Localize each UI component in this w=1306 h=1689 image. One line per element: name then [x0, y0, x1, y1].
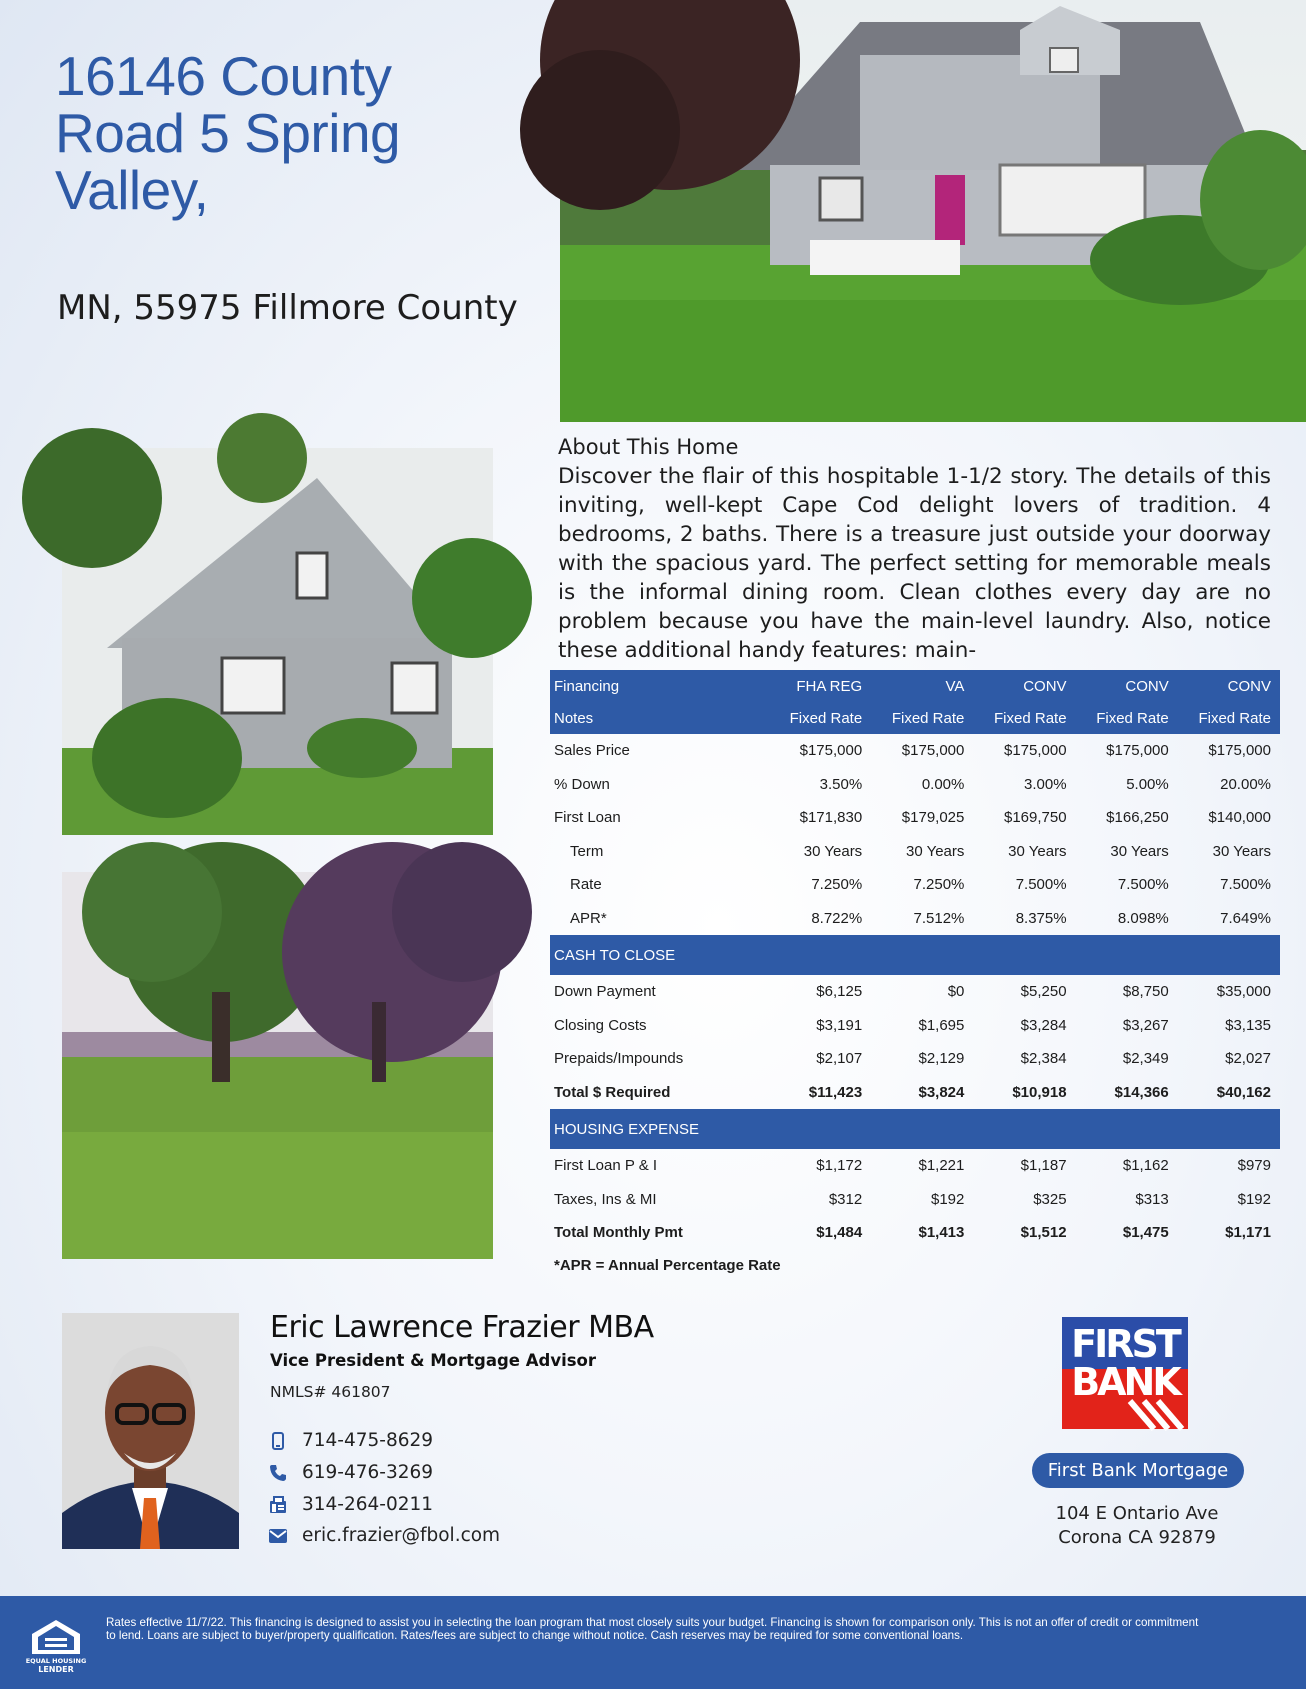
cash-to-close-heading: CASH TO CLOSE [550, 935, 1280, 975]
contact-value: 619-476-3269 [302, 1462, 434, 1483]
table-cell: 30 Years [1212, 842, 1271, 860]
table-cell: $1,512 [1020, 1224, 1067, 1242]
table-row [550, 975, 1280, 1009]
table-cell: 7.649% [1220, 909, 1271, 927]
table-cell: 30 Years [905, 842, 965, 860]
table-row [550, 768, 1280, 802]
table-header-row [550, 702, 1280, 734]
table-cell: 0.00% [921, 775, 965, 793]
table-cell: $140,000 [1208, 809, 1271, 827]
table-cell: $3,191 [816, 1016, 863, 1034]
table-cell: $175,000 [1003, 742, 1067, 760]
table-cell: $2,129 [918, 1050, 965, 1068]
svg-text:BANK: BANK [1071, 1360, 1179, 1404]
table-cell: 8.722% [811, 909, 863, 927]
table-row [550, 801, 1280, 835]
table-header-cell: Fixed Rate [1178, 702, 1280, 734]
table-header-cell: FHA REG [769, 670, 871, 702]
section-header-row [550, 1109, 1280, 1149]
table-cell: $35,000 [1216, 983, 1271, 1001]
table-header-cell: Fixed Rate [871, 702, 973, 734]
table-cell: $1,171 [1225, 1224, 1271, 1242]
table-cell: 20.00% [1220, 775, 1271, 793]
table-cell: $3,284 [1020, 1016, 1067, 1034]
table-cell: $3,824 [918, 1083, 965, 1101]
table-cell: 30 Years [1110, 842, 1169, 860]
table-row [550, 734, 1280, 768]
table-cell: 7.500% [1220, 876, 1271, 894]
contact-value: 714-475-8629 [302, 1430, 434, 1451]
table-cell: 30 Years [1008, 842, 1067, 860]
table-cell: $325 [1033, 1190, 1067, 1208]
table-header-cell: CONV [973, 670, 1075, 702]
table-cell: 30 Years [803, 842, 863, 860]
table-header-row [550, 670, 1280, 702]
bank-address-line1: 104 E Ontario Ave [1055, 1503, 1219, 1524]
table-cell: $179,025 [901, 809, 965, 827]
table-cell: $10,918 [1012, 1083, 1067, 1101]
row-label: Taxes, Ins & MI [554, 1190, 657, 1208]
table-cell: $14,366 [1114, 1083, 1169, 1101]
table-row [550, 1009, 1280, 1043]
rates-disclaimer: Rates effective 11/7/22. This financing is designed to assist you in selecting the loan program that most closely suits your budget. Financing is shown for comparison only. This is not an offer of credit or commitment to lend. Loans are subject to buyer/property qualification. Rates/fees are subject to change without notice. Cash reserves may be required for some conventional loans. [106, 1616, 1199, 1642]
table-cell: $175,000 [901, 742, 965, 760]
table-cell: 8.375% [1015, 909, 1067, 927]
table-header-cell: Notes [550, 702, 769, 734]
row-label: Total $ Required [554, 1083, 671, 1101]
property-location-subtitle: MN, 55975 Fillmore County [57, 288, 518, 328]
row-label: Rate [570, 876, 602, 894]
table-cell: $1,695 [918, 1016, 965, 1034]
financing-table [550, 670, 1280, 1250]
house-side-photo [62, 448, 493, 835]
table-cell: 7.512% [913, 909, 965, 927]
table-cell: $1,187 [1020, 1157, 1067, 1175]
table-cell: $192 [931, 1190, 965, 1208]
table-header-cell: CONV [1076, 670, 1178, 702]
row-label: Total Monthly Pmt [554, 1224, 683, 1242]
row-label: Term [570, 842, 604, 860]
table-header-cell: Financing [550, 670, 769, 702]
row-label: First Loan P & I [554, 1157, 658, 1175]
table-header-cell: Fixed Rate [973, 702, 1075, 734]
property-address-title: 16146 County Road 5 Spring Valley, [55, 45, 401, 221]
table-cell: 3.00% [1024, 775, 1067, 793]
mobile-phone-icon [268, 1431, 288, 1451]
table-total-row [550, 1216, 1280, 1250]
table-cell: 5.00% [1126, 775, 1169, 793]
svg-text:EQUAL HOUSING: EQUAL HOUSING [25, 1657, 87, 1665]
envelope-icon [268, 1526, 288, 1546]
table-cell: 7.250% [913, 876, 965, 894]
svg-text:LENDER: LENDER [38, 1665, 74, 1674]
table-cell: 8.098% [1117, 909, 1169, 927]
table-cell: $2,027 [1225, 1050, 1271, 1068]
table-cell: $40,162 [1216, 1083, 1271, 1101]
contact-value: 314-264-0211 [302, 1494, 434, 1515]
contact-fax[interactable] [268, 1494, 433, 1515]
table-cell: $5,250 [1020, 983, 1067, 1001]
table-header-cell: Fixed Rate [1076, 702, 1178, 734]
equal-housing-lender-icon [25, 1618, 87, 1674]
table-cell: $2,384 [1020, 1050, 1067, 1068]
row-label: % Down [554, 775, 610, 793]
table-row [550, 902, 1280, 936]
advisor-name: Eric Lawrence Frazier MBA [270, 1310, 654, 1345]
table-cell: $1,172 [816, 1157, 863, 1175]
row-label: Closing Costs [554, 1016, 647, 1034]
advisor-role: Vice President & Mortgage Advisor [270, 1351, 597, 1370]
table-cell: $6,125 [816, 983, 863, 1001]
table-cell: $979 [1237, 1157, 1271, 1175]
table-cell: 3.50% [819, 775, 863, 793]
contact-mobile[interactable] [268, 1430, 433, 1451]
row-label: Sales Price [554, 742, 630, 760]
row-label: First Loan [554, 809, 621, 827]
table-cell: $2,349 [1122, 1050, 1169, 1068]
table-header-cell: VA [871, 670, 973, 702]
table-cell: 7.500% [1117, 876, 1169, 894]
table-cell: $313 [1135, 1190, 1169, 1208]
table-cell: $1,484 [816, 1224, 863, 1242]
table-cell: $1,413 [918, 1224, 965, 1242]
footer-bar [0, 1596, 1306, 1689]
table-cell: $175,000 [1208, 742, 1271, 760]
phone-icon [268, 1463, 288, 1483]
table-cell: 7.500% [1015, 876, 1067, 894]
table-cell: $175,000 [1106, 742, 1169, 760]
table-cell: $1,221 [918, 1157, 965, 1175]
table-row [550, 835, 1280, 869]
contact-phone[interactable] [268, 1462, 433, 1483]
advisor-headshot [62, 1313, 239, 1549]
bank-name-badge[interactable]: First Bank Mortgage [1032, 1453, 1244, 1488]
section-header-row [550, 935, 1280, 975]
advisor-nmls: NMLS# 461807 [270, 1383, 391, 1401]
table-row [550, 1149, 1280, 1183]
row-label: APR* [570, 909, 607, 927]
table-header-cell: Fixed Rate [769, 702, 871, 734]
table-cell: $192 [1237, 1190, 1271, 1208]
yard-photo [62, 872, 493, 1259]
bank-address-line2: Corona CA 92879 [1058, 1527, 1216, 1548]
table-cell: $312 [828, 1190, 863, 1208]
table-row [550, 1042, 1280, 1076]
table-header-cell: CONV [1178, 670, 1280, 702]
fax-icon [268, 1495, 288, 1515]
table-cell: $3,267 [1122, 1016, 1169, 1034]
table-row [550, 868, 1280, 902]
table-cell: $166,250 [1106, 809, 1169, 827]
table-cell: $175,000 [799, 742, 863, 760]
housing-expense-heading: HOUSING EXPENSE [550, 1109, 1280, 1149]
table-row [550, 1183, 1280, 1217]
first-bank-logo [1062, 1317, 1188, 1429]
row-label: Prepaids/Impounds [554, 1050, 684, 1068]
svg-text:FIRST: FIRST [1071, 1322, 1179, 1366]
apr-footnote: *APR = Annual Percentage Rate [554, 1257, 781, 1274]
table-cell: $0 [947, 983, 965, 1001]
main-house-photo [560, 0, 1306, 422]
table-cell: $171,830 [799, 809, 863, 827]
table-cell: $11,423 [808, 1083, 863, 1101]
about-description: Discover the flair of this hospitable 1-1/2 story. The details of this inviting, well-kept Cape Cod delight lovers of tradition. 4 bedrooms, 2 baths. There is a treasure just outside your doorway with the spacious yard. The perfect setting for memorable meals is the informal dining room. Clean clothes every day are no problem because you have the main-level laundry. Also, notice these additional handy features: main- [558, 464, 1271, 663]
table-cell: 7.250% [811, 876, 863, 894]
table-cell: $2,107 [816, 1050, 863, 1068]
table-cell: $1,162 [1122, 1157, 1169, 1175]
row-label: Down Payment [554, 983, 656, 1001]
table-cell: $8,750 [1122, 983, 1169, 1001]
table-cell: $3,135 [1225, 1016, 1271, 1034]
about-heading: About This Home [558, 435, 739, 459]
table-total-row [550, 1076, 1280, 1110]
contact-email[interactable] [268, 1525, 500, 1546]
contact-value: eric.frazier@fbol.com [302, 1525, 501, 1546]
table-cell: $1,475 [1122, 1224, 1169, 1242]
table-cell: $169,750 [1003, 809, 1067, 827]
